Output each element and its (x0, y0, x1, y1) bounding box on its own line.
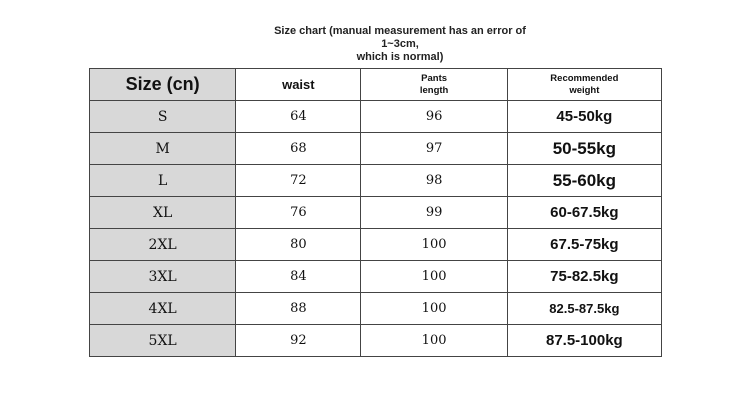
table-row (90, 293, 662, 325)
header-recommended-weight (507, 69, 661, 101)
weight-cell: 55-60kg (507, 165, 661, 197)
table-row (90, 197, 662, 229)
size-cell: XL (90, 197, 236, 229)
header-size: Size (cn) (90, 69, 236, 101)
weight-cell: 60-67.5kg (507, 197, 661, 229)
weight-cell: 82.5-87.5kg (507, 293, 661, 325)
header-weight-line-2: weight (569, 84, 600, 96)
pants-length-cell: 100 (361, 261, 507, 293)
size-cell: S (90, 101, 236, 133)
waist-cell: 84 (236, 261, 361, 293)
caption-line-1: Size chart (manual measurement has an error of 1~3cm, (274, 25, 526, 50)
pants-length-cell: 97 (361, 133, 507, 165)
weight-cell: 50-55kg (507, 133, 661, 165)
waist-cell: 68 (236, 133, 361, 165)
pants-length-cell: 96 (361, 101, 507, 133)
weight-cell: 75-82.5kg (507, 261, 661, 293)
size-chart-table (89, 68, 662, 357)
table-header-row (90, 69, 662, 101)
waist-cell: 88 (236, 293, 361, 325)
header-weight-line-1: Recommended (550, 72, 619, 84)
header-pants-line-1: Pants (421, 72, 448, 84)
weight-cell: 87.5-100kg (507, 325, 661, 357)
table-row (90, 101, 662, 133)
table-row (90, 133, 662, 165)
waist-cell: 72 (236, 165, 361, 197)
size-cell: 3XL (90, 261, 236, 293)
table-row (90, 165, 662, 197)
size-cell: 2XL (90, 229, 236, 261)
table-row (90, 229, 662, 261)
table-row (90, 261, 662, 293)
size-cell: 4XL (90, 293, 236, 325)
waist-cell: 76 (236, 197, 361, 229)
waist-cell: 64 (236, 101, 361, 133)
size-cell: L (90, 165, 236, 197)
header-waist: waist (236, 69, 361, 101)
pants-length-cell: 100 (361, 325, 507, 357)
pants-length-cell: 99 (361, 197, 507, 229)
weight-cell: 45-50kg (507, 101, 661, 133)
size-chart-caption (260, 25, 540, 64)
header-pants-length (361, 69, 507, 101)
weight-cell: 67.5-75kg (507, 229, 661, 261)
pants-length-cell: 100 (361, 293, 507, 325)
caption-line-2: which is normal) (356, 51, 444, 63)
waist-cell: 92 (236, 325, 361, 357)
waist-cell: 80 (236, 229, 361, 261)
size-cell: 5XL (90, 325, 236, 357)
pants-length-cell: 98 (361, 165, 507, 197)
header-pants-line-2: length (419, 84, 449, 96)
size-cell: M (90, 133, 236, 165)
table-row (90, 325, 662, 357)
pants-length-cell: 100 (361, 229, 507, 261)
